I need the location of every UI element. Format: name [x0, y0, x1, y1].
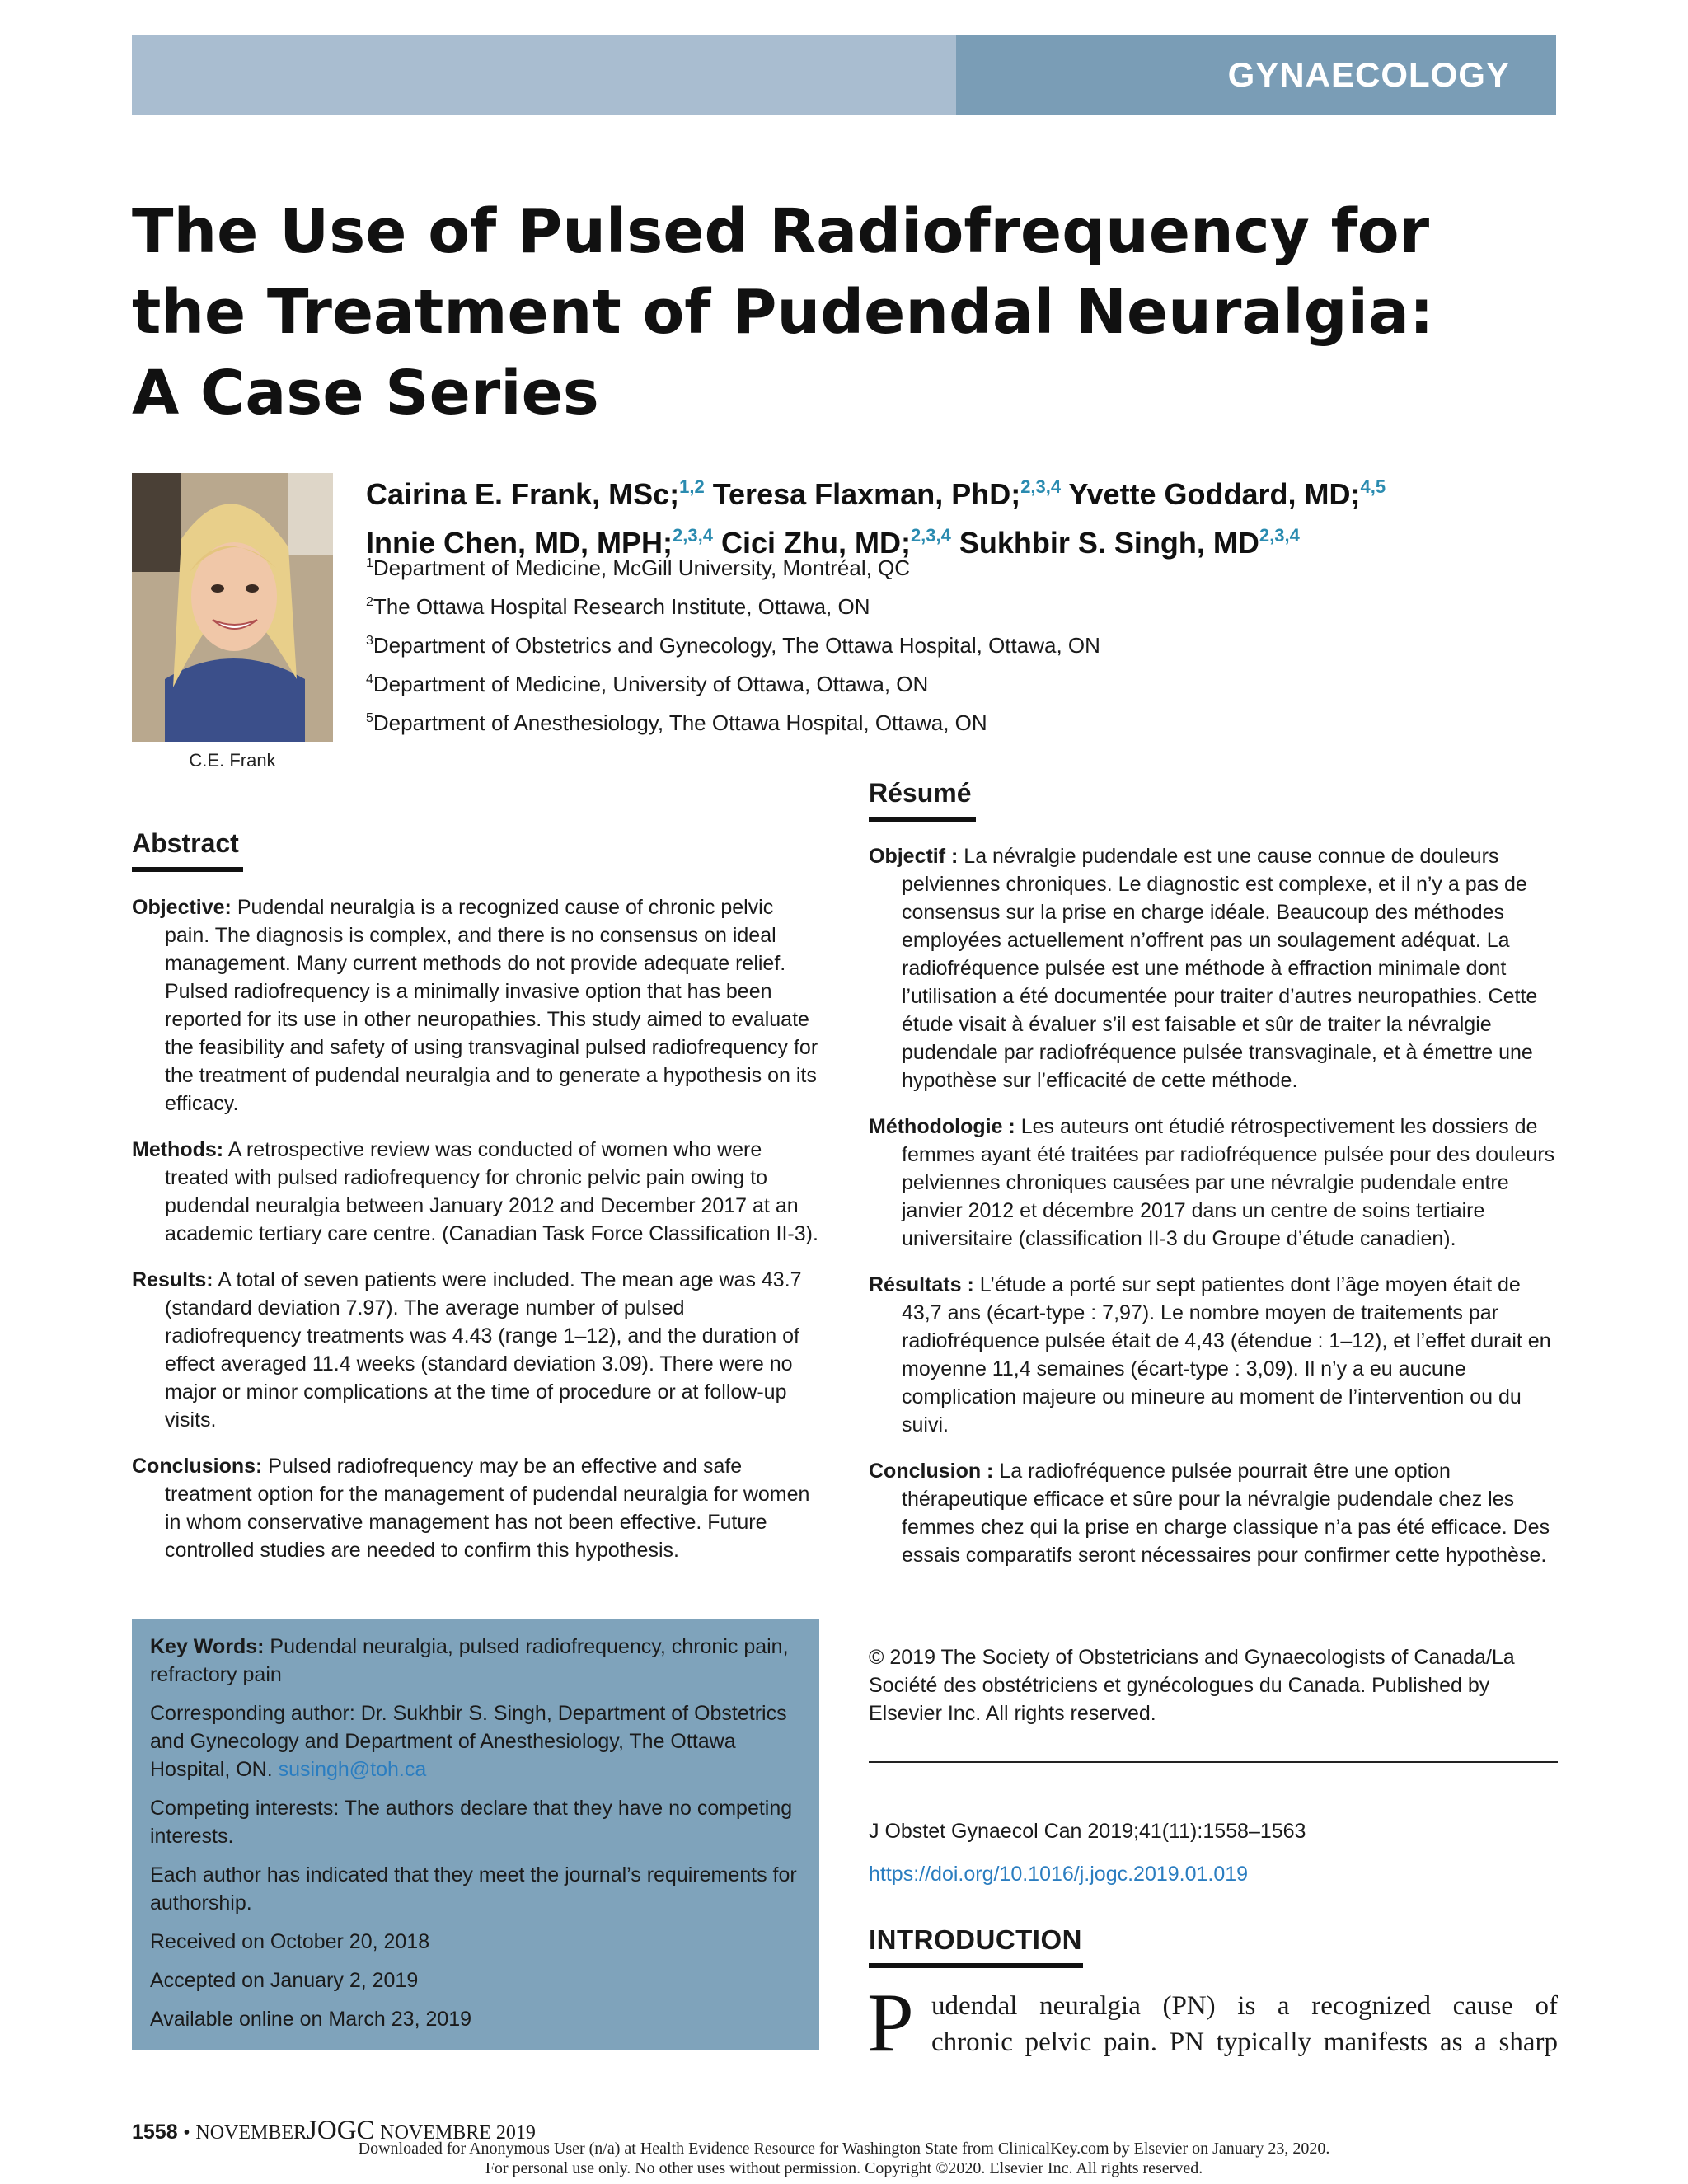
- drop-cap: P: [867, 1976, 914, 2069]
- resume-resultats: [869, 1271, 1558, 1439]
- affiliation-number: 4: [366, 673, 373, 687]
- resume-methodologie: [869, 1113, 1558, 1253]
- author-name: Sukhbir S. Singh, MD: [959, 526, 1259, 560]
- page-number: 1558: [132, 2121, 178, 2144]
- abstract-conclusions-text: Pulsed radiofrequency may be an effective and safe treatment option for the management of pudendal neuralgia for women in whom conservative management has not been effective. Future controlled studies are needed to confirm this hypothesis.: [165, 1455, 810, 1562]
- article-info-box: [132, 1619, 819, 2050]
- keywords: [150, 1633, 801, 1689]
- resume-conclusion-label: Conclusion :: [869, 1460, 994, 1483]
- section-label: GYNAECOLOGY: [1227, 55, 1510, 94]
- affiliation-text: The Ottawa Hospital Research Institute, Ottawa, ON: [373, 594, 870, 619]
- keywords-text: Pudendal neuralgia, pulsed radiofrequency, chronic pain, refractory pain: [150, 1635, 789, 1686]
- affiliation-item: [366, 702, 1437, 741]
- corresponding-author-text: Corresponding author: Dr. Sukhbir S. Singh, Department of Obstetrics and Gynecology and Department of Anesthesiology, The Ottawa Hospital, ON.: [150, 1702, 787, 1781]
- resume-resultats-text: L’étude a porté sur sept patientes dont l’âge moyen était de 43,7 ans (écart-type : 7,97). Le nombre moyen de traitements par radiofréquence pulsée était de 4,43 (étendue : 1–12), et l’effet durait en moyenne 11,4 semaines (écart-type : 3,09). Il n’y a eu aucune complication majeure ou mineure au moment de l’intervention ou du suivi.: [902, 1273, 1551, 1436]
- copyright-notice: © 2019 The Society of Obstetricians and Gynaecologists of Canada/La Société des obstétriciens et gynécologues du Canada. Published by Elsevier Inc. All rights reserved.: [869, 1646, 1515, 1725]
- resume-methodologie-label: Méthodologie :: [869, 1115, 1015, 1138]
- abstract-conclusions: [132, 1452, 821, 1564]
- author-affiliation-sup: 1,2: [679, 476, 705, 497]
- introduction-heading: INTRODUCTION: [869, 1924, 1082, 1955]
- affiliation-item: [366, 547, 1437, 586]
- affiliation-text: Department of Anesthesiology, The Ottawa Hospital, Ottawa, ON: [373, 710, 987, 735]
- online-date: Available online on March 23, 2019: [150, 2008, 472, 2031]
- photo-caption: C.E. Frank: [189, 750, 276, 771]
- abstract-objective: [132, 893, 821, 1118]
- resume-heading-block: [869, 778, 976, 822]
- author-affiliation-sup: 2,3,4: [1020, 476, 1062, 497]
- author-portrait-image: [132, 473, 333, 742]
- corresponding-email-link[interactable]: susingh@toh.ca: [278, 1758, 427, 1781]
- affiliation-item: [366, 586, 1437, 625]
- affiliation-item: [366, 663, 1437, 702]
- footer-journal: JOGC: [307, 2116, 375, 2145]
- affiliation-list: [366, 547, 1437, 741]
- author-name: Innie Chen, MD, MPH;: [366, 526, 673, 560]
- title-line-2: the Treatment of Pudendal Neuralgia:: [132, 277, 1434, 348]
- abstract-results-label: Results:: [132, 1268, 213, 1291]
- resume-objectif-text: La névralgie pudendale est une cause connue de douleurs pelviennes chroniques. Le diagnostic est complexe, et il n’y a pas de consensus sur la prise en charge idéale. Beaucoup des méthodes employées actuellement n’offrent pas un soulagement adéquat. La radiofréquence pulsée est une méthode à effraction minimale dont l’utilisation a été documentée pour traiter d’autres neuropathies. Cette étude visait à évaluer s’il est faisable et sûr de traiter la névralgie pudendale par radiofréquence pulsée transvaginale, et à émettre une hypothèse sur l’efficacité de cette méthode.: [902, 845, 1538, 1092]
- affiliation-text: Department of Obstetrics and Gynecology, The Ottawa Hospital, Ottawa, ON: [373, 633, 1100, 658]
- author-affiliation-sup: 2,3,4: [673, 525, 713, 546]
- author-line-1: [366, 466, 1520, 515]
- footer-month: NOVEMBER: [195, 2122, 307, 2144]
- affiliation-number: 3: [366, 634, 373, 648]
- abstract-methods-label: Methods:: [132, 1138, 224, 1161]
- abstract-objective-text: Pudendal neuralgia is a recognized cause of chronic pelvic pain. The diagnosis is complex, and there is no consensus on ideal management. Many current methods do not provide adequate relief. Pulsed radiofrequency is a minimally invasive option that has been reported for its use in other neuropathies. This study aimed to evaluate the feasibility and safety of using transvaginal pulsed radiofrequency for the treatment of pudendal neuralgia and to generate a hypothesis on its efficacy.: [165, 896, 818, 1115]
- abstract-heading-block: [132, 828, 243, 872]
- abstract-conclusions-label: Conclusions:: [132, 1455, 263, 1478]
- introduction-line-2: chronic pelvic pain. PN typically manifests as a sharp: [931, 2027, 1558, 2057]
- journal-citation: J Obstet Gynaecol Can 2019;41(11):1558–1563: [869, 1820, 1306, 1843]
- author-name: Cairina E. Frank, MSc;: [366, 477, 680, 511]
- resume-body: [869, 842, 1558, 1587]
- doi-link[interactable]: https://doi.org/10.1016/j.jogc.2019.01.019: [869, 1863, 1249, 1886]
- author-name: Yvette Goddard, MD;: [1068, 477, 1361, 511]
- resume-resultats-label: Résultats :: [869, 1273, 974, 1296]
- introduction-heading-rule: [869, 1963, 1083, 1968]
- affiliation-item: [366, 625, 1437, 663]
- author-affiliation-sup: 2,3,4: [1259, 525, 1300, 546]
- footer-bullet: •: [183, 2122, 190, 2144]
- resume-objectif-label: Objectif :: [869, 845, 959, 868]
- header-band-left: [132, 35, 956, 115]
- author-photo: [132, 473, 333, 742]
- introduction-text: [931, 1988, 1558, 2060]
- abstract-methods: [132, 1136, 821, 1248]
- abstract-results: [132, 1266, 821, 1434]
- abstract-methods-text: A retrospective review was conducted of women who were treated with pulsed radiofrequency for chronic pelvic pain owing to pudendal neuralgia between January 2012 and December 2017 at an academic tertiary care centre. (Canadian Task Force Classification II-3).: [165, 1138, 818, 1245]
- abstract-heading: Abstract: [132, 828, 239, 858]
- download-notice-line-2: For personal use only. No other uses without permission. Copyright ©2020. Elsevier Inc. All rights reserved.: [485, 2159, 1203, 2177]
- received-date: Received on October 20, 2018: [150, 1930, 430, 1953]
- resume-heading: Résumé: [869, 778, 972, 808]
- affiliation-number: 5: [366, 711, 373, 725]
- author-name: Teresa Flaxman, PhD;: [712, 477, 1021, 511]
- resume-conclusion: [869, 1457, 1558, 1569]
- authorship-statement: Each author has indicated that they meet the journal’s requirements for authorship.: [150, 1863, 797, 1915]
- download-notice: [0, 2139, 1688, 2178]
- introduction-line-1: udendal neuralgia (PN) is a recognized cause of: [931, 1991, 1558, 2021]
- abstract-heading-rule: [132, 867, 243, 872]
- abstract-results-text: A total of seven patients were included. The mean age was 43.7 (standard deviation 7.97). The average number of pulsed radiofrequency treatments was 4.43 (range 1–12), and the duration of effect averaged 11.4 weeks (standard deviation 3.09). There were no major or minor complications at the time of procedure or at follow-up visits.: [165, 1268, 802, 1432]
- title-line-1: The Use of Pulsed Radiofrequency for: [132, 196, 1430, 267]
- affiliation-number: 1: [366, 556, 373, 570]
- resume-conclusion-text: La radiofréquence pulsée pourrait être une option thérapeutique efficace et sûre pour la névralgie pudendale chez les femmes chez qui la prise en charge classique n’a pas été efficace. Des essais comparatifs seront nécessaires pour confirmer cette hypothèse.: [902, 1460, 1550, 1567]
- author-affiliation-sup: 4,5: [1360, 476, 1386, 497]
- abstract-body: [132, 893, 821, 1582]
- resume-objectif: [869, 842, 1558, 1094]
- footer-month-fr: NOVEMBRE 2019: [380, 2122, 536, 2144]
- abstract-objective-label: Objective:: [132, 896, 232, 919]
- affiliation-text: Department of Medicine, University of Ottawa, Ottawa, ON: [373, 672, 929, 696]
- keywords-label: Key Words:: [150, 1635, 265, 1658]
- resume-methodologie-text: Les auteurs ont étudié rétrospectivement les dossiers de femmes ayant été traitées par radiofréquence pulsée pour des douleurs pelviennes chroniques causées par une névralgie pudendale entre janvier 2012 et décembre 2017 dans un centre de soins tertiaire universitaire (classification II-3 du Groupe d’étude canadien).: [902, 1115, 1555, 1250]
- corresponding-author: [150, 1699, 801, 1783]
- competing-interests: Competing interests: The authors declare that they have no competing interests.: [150, 1797, 793, 1848]
- author-name: Cici Zhu, MD;: [720, 526, 911, 560]
- author-affiliation-sup: 2,3,4: [910, 525, 951, 546]
- accepted-date: Accepted on January 2, 2019: [150, 1969, 419, 1992]
- title-line-3: A Case Series: [132, 358, 599, 429]
- download-notice-line-1: Downloaded for Anonymous User (n/a) at Health Evidence Resource for Washington State from ClinicalKey.com by Elsevier on January 23, 2020.: [358, 2139, 1330, 2158]
- copyright-divider: [869, 1761, 1558, 1763]
- affiliation-text: Department of Medicine, McGill University, Montréal, QC: [373, 555, 911, 580]
- resume-heading-rule: [869, 817, 976, 822]
- article-title: [132, 191, 1434, 434]
- affiliation-number: 2: [366, 595, 373, 609]
